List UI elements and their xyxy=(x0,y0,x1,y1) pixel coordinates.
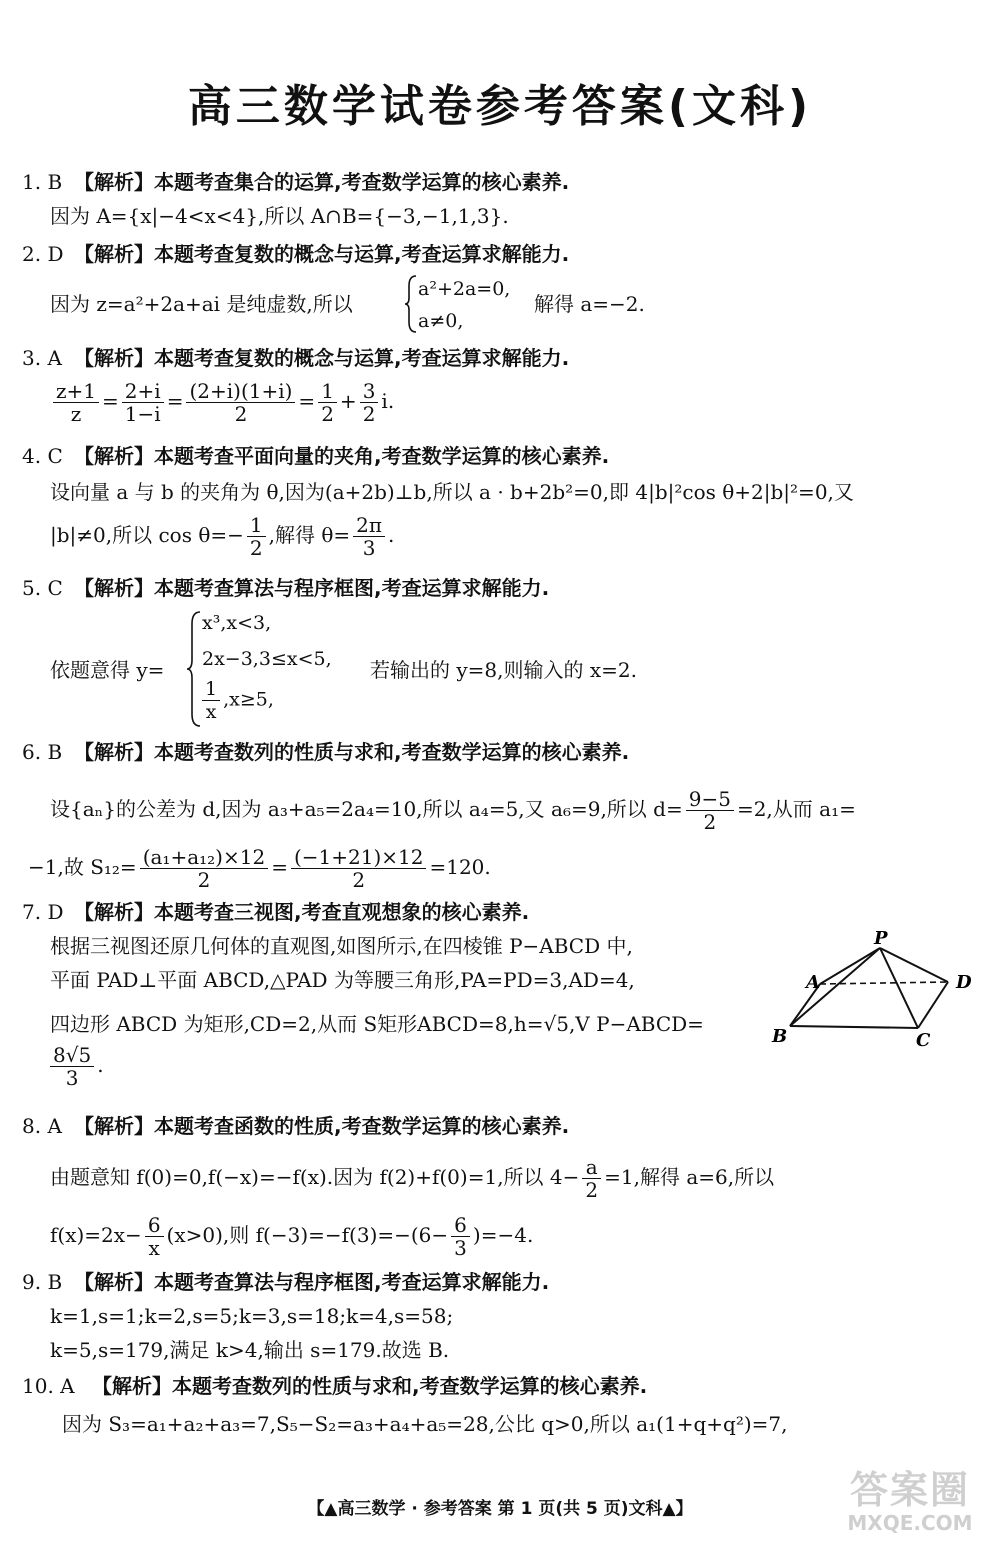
fraction: $\frac{8√5}{3}$ xyxy=(50,1044,94,1089)
question-4-line-1: 设向量 a 与 b 的夹角为 θ,因为(a+2b)⊥b,所以 a · b+2b²=0,即 4|b|²cos θ+2|b|²=0,又 xyxy=(50,480,854,504)
fraction: $\frac{2\pi}{3}$ xyxy=(353,514,385,559)
label-D: D xyxy=(956,972,972,993)
question-1-header xyxy=(22,168,569,196)
question-6-line-2: −1,故 S₁₂= $\frac{\text{(a₁+a₁₂)×12}}{2}$ = $\frac{(-1+21)\times 12}{2}$ =120. xyxy=(28,845,491,892)
question-1-line-1: 因为 A={x|−4<x<4},所以 A∩B={−3,−1,1,3}. xyxy=(50,204,509,228)
left-brace-icon xyxy=(404,274,418,334)
question-description: 本题考查复数的概念与运算,考查运算求解能力. xyxy=(154,346,570,370)
question-number: 5. C xyxy=(22,576,63,600)
edge-PD xyxy=(880,948,948,982)
question-description: 本题考查算法与程序框图,考查运算求解能力. xyxy=(154,576,550,600)
pyramid-diagram xyxy=(770,928,980,1052)
analysis-tag: 【解析】 xyxy=(74,900,154,924)
watermark-logo: 答案圈 MXQE.COM xyxy=(847,1468,973,1535)
question-description: 本题考查数列的性质与求和,考查数学运算的核心素养. xyxy=(154,740,630,764)
fraction: $\frac{2+i}{1-i}$ xyxy=(122,380,164,425)
question-number: 6. B xyxy=(22,740,63,764)
question-9-line-1: k=1,s=1;k=2,s=5;k=3,s=18;k=4,s=58; xyxy=(50,1304,454,1328)
question-2-header xyxy=(22,240,569,268)
question-number: 10. A xyxy=(22,1374,75,1398)
question-7-header xyxy=(22,898,529,926)
label-P: P xyxy=(874,928,888,949)
edge-PC xyxy=(880,948,918,1028)
fraction: $\frac{\text{(a₁+a₁₂)×12}}{2}$ xyxy=(140,846,268,891)
question-description: 本题考查集合的运算,考查数学运算的核心素养. xyxy=(154,170,570,194)
question-2-line-1-pre: 因为 z=a²+2a+ai 是纯虚数,所以 xyxy=(50,292,353,316)
page-footer: 【▲高三数学 · 参考答案 第 1 页(共 5 页)文科▲】 xyxy=(307,1499,693,1519)
question-7-line-1: 根据三视图还原几何体的直观图,如图所示,在四棱锥 P−ABCD 中, xyxy=(50,934,633,958)
fraction: $\frac{6}{x}$ xyxy=(145,1214,164,1259)
question-8-line-2: f(x)=2x− $\frac{6}{x}$ (x>0),则 f(−3)=−f(3)=−(6− $\frac{6}{3}$ )=−4. xyxy=(50,1213,534,1260)
case-2: 2x−3,3≤x<5, xyxy=(202,648,332,670)
analysis-tag: 【解析】 xyxy=(92,1374,172,1398)
question-4-line-2: |b|≠0,所以 cos θ=− $\frac{1}{2}$ ,解得 θ= $\frac{2\pi}{3}$ . xyxy=(50,513,395,560)
question-description: 本题考查函数的性质,考查数学运算的核心素养. xyxy=(154,1114,570,1138)
question-7-line-4: $\frac{8√5}{3}$ . xyxy=(50,1044,104,1089)
fraction: $\frac{3}{2}$ xyxy=(360,380,379,425)
fraction: $\frac{z+1}{z}$ xyxy=(53,380,99,425)
fraction: $\frac{6}{3}$ xyxy=(451,1214,470,1259)
label-C: C xyxy=(916,1030,931,1051)
analysis-tag: 【解析】 xyxy=(74,444,154,468)
question-10-line-1: 因为 S₃=a₁+a₂+a₃=7,S₅−S₂=a₃+a₄+a₅=28,公比 q>0,所以 a₁(1+q+q²)=7, xyxy=(62,1412,788,1436)
question-description: 本题考查数列的性质与求和,考查数学运算的核心素养. xyxy=(172,1374,648,1398)
analysis-tag: 【解析】 xyxy=(74,576,154,600)
question-3-line-1: $\frac{z+1}{z}$ = $\frac{2+i}{1-i}$ = $\frac{(2+i)(1+i)}{2}$ = $\frac{1}{2}$ + $\frac{3}{2}$ i. xyxy=(50,380,394,425)
question-6-line-1: 设{aₙ}的公差为 d,因为 a₃+a₅=2a₄=10,所以 a₄=5,又 a₆=9,所以 d= $\frac{9-5}{2}$ =2,从而 a₁= xyxy=(50,787,856,834)
question-description: 本题考查算法与程序框图,考查运算求解能力. xyxy=(154,1270,550,1294)
question-description: 本题考查平面向量的夹角,考查数学运算的核心素养. xyxy=(154,444,610,468)
analysis-tag: 【解析】 xyxy=(74,242,154,266)
question-number: 4. C xyxy=(22,444,63,468)
edge-CD xyxy=(918,982,948,1028)
question-number: 3. A xyxy=(22,346,62,370)
question-5-pre: 依题意得 y= xyxy=(50,658,165,682)
question-2-line-1-post: 解得 a=−2. xyxy=(534,292,645,316)
fraction: $\frac{1}{2}$ xyxy=(318,380,337,425)
question-description: 本题考查三视图,考查直观想象的核心素养. xyxy=(154,900,530,924)
analysis-tag: 【解析】 xyxy=(74,1270,154,1294)
system-line-2: a≠0, xyxy=(418,310,464,332)
edge-BC xyxy=(790,1026,918,1028)
fraction: $\frac{1}{2}$ xyxy=(247,514,266,559)
fraction: $\frac{(-1+21)\times 12}{2}$ xyxy=(291,846,427,891)
question-9-header xyxy=(22,1268,549,1296)
edge-PB xyxy=(790,948,880,1026)
fraction: $\frac{9-5}{2}$ xyxy=(686,788,734,833)
question-9-line-2: k=5,s=179,满足 k>4,输出 s=179.故选 B. xyxy=(50,1338,450,1362)
fraction: $\frac{(2+i)(1+i)}{2}$ xyxy=(186,380,295,425)
question-7-line-2: 平面 PAD⊥平面 ABCD,△PAD 为等腰三角形,PA=PD=3,AD=4, xyxy=(50,968,635,992)
label-A: A xyxy=(806,972,820,993)
question-10-header xyxy=(22,1372,647,1400)
question-5-post: 若输出的 y=8,则输入的 x=2. xyxy=(370,658,637,682)
question-3-header xyxy=(22,344,569,372)
page-title: 高三数学试卷参考答案(文科) xyxy=(187,81,813,132)
question-number: 9. B xyxy=(22,1270,63,1294)
question-5-header xyxy=(22,574,549,602)
question-8-header xyxy=(22,1112,569,1140)
question-6-header xyxy=(22,738,629,766)
edge-PA xyxy=(820,948,880,984)
question-number: 1. B xyxy=(22,170,63,194)
system-line-1: a²+2a=0, xyxy=(418,278,511,300)
analysis-tag: 【解析】 xyxy=(74,346,154,370)
analysis-tag: 【解析】 xyxy=(74,170,154,194)
label-B: B xyxy=(772,1026,788,1047)
question-number: 2. D xyxy=(22,242,64,266)
case-1: x³,x<3, xyxy=(202,612,272,634)
question-7-line-3: 四边形 ABCD 为矩形,CD=2,从而 S矩形ABCD=8,h=√5,V P−ABCD= xyxy=(50,1012,704,1036)
question-description: 本题考查复数的概念与运算,考查运算求解能力. xyxy=(154,242,570,266)
question-8-line-1: 由题意知 f(0)=0,f(−x)=−f(x).因为 f(2)+f(0)=1,所以 4− $\frac{a}{2}$ =1,解得 a=6,所以 xyxy=(50,1155,775,1202)
left-brace-icon xyxy=(186,610,202,728)
fraction: $\frac{a}{2}$ xyxy=(582,1156,601,1201)
question-4-header xyxy=(22,442,609,470)
analysis-tag: 【解析】 xyxy=(74,1114,154,1138)
fraction: $\frac{1}{x}$ xyxy=(202,678,220,723)
question-number: 8. A xyxy=(22,1114,62,1138)
analysis-tag: 【解析】 xyxy=(74,740,154,764)
question-number: 7. D xyxy=(22,900,64,924)
case-3: $\frac{1}{x}$ ,x≥5, xyxy=(202,678,274,723)
